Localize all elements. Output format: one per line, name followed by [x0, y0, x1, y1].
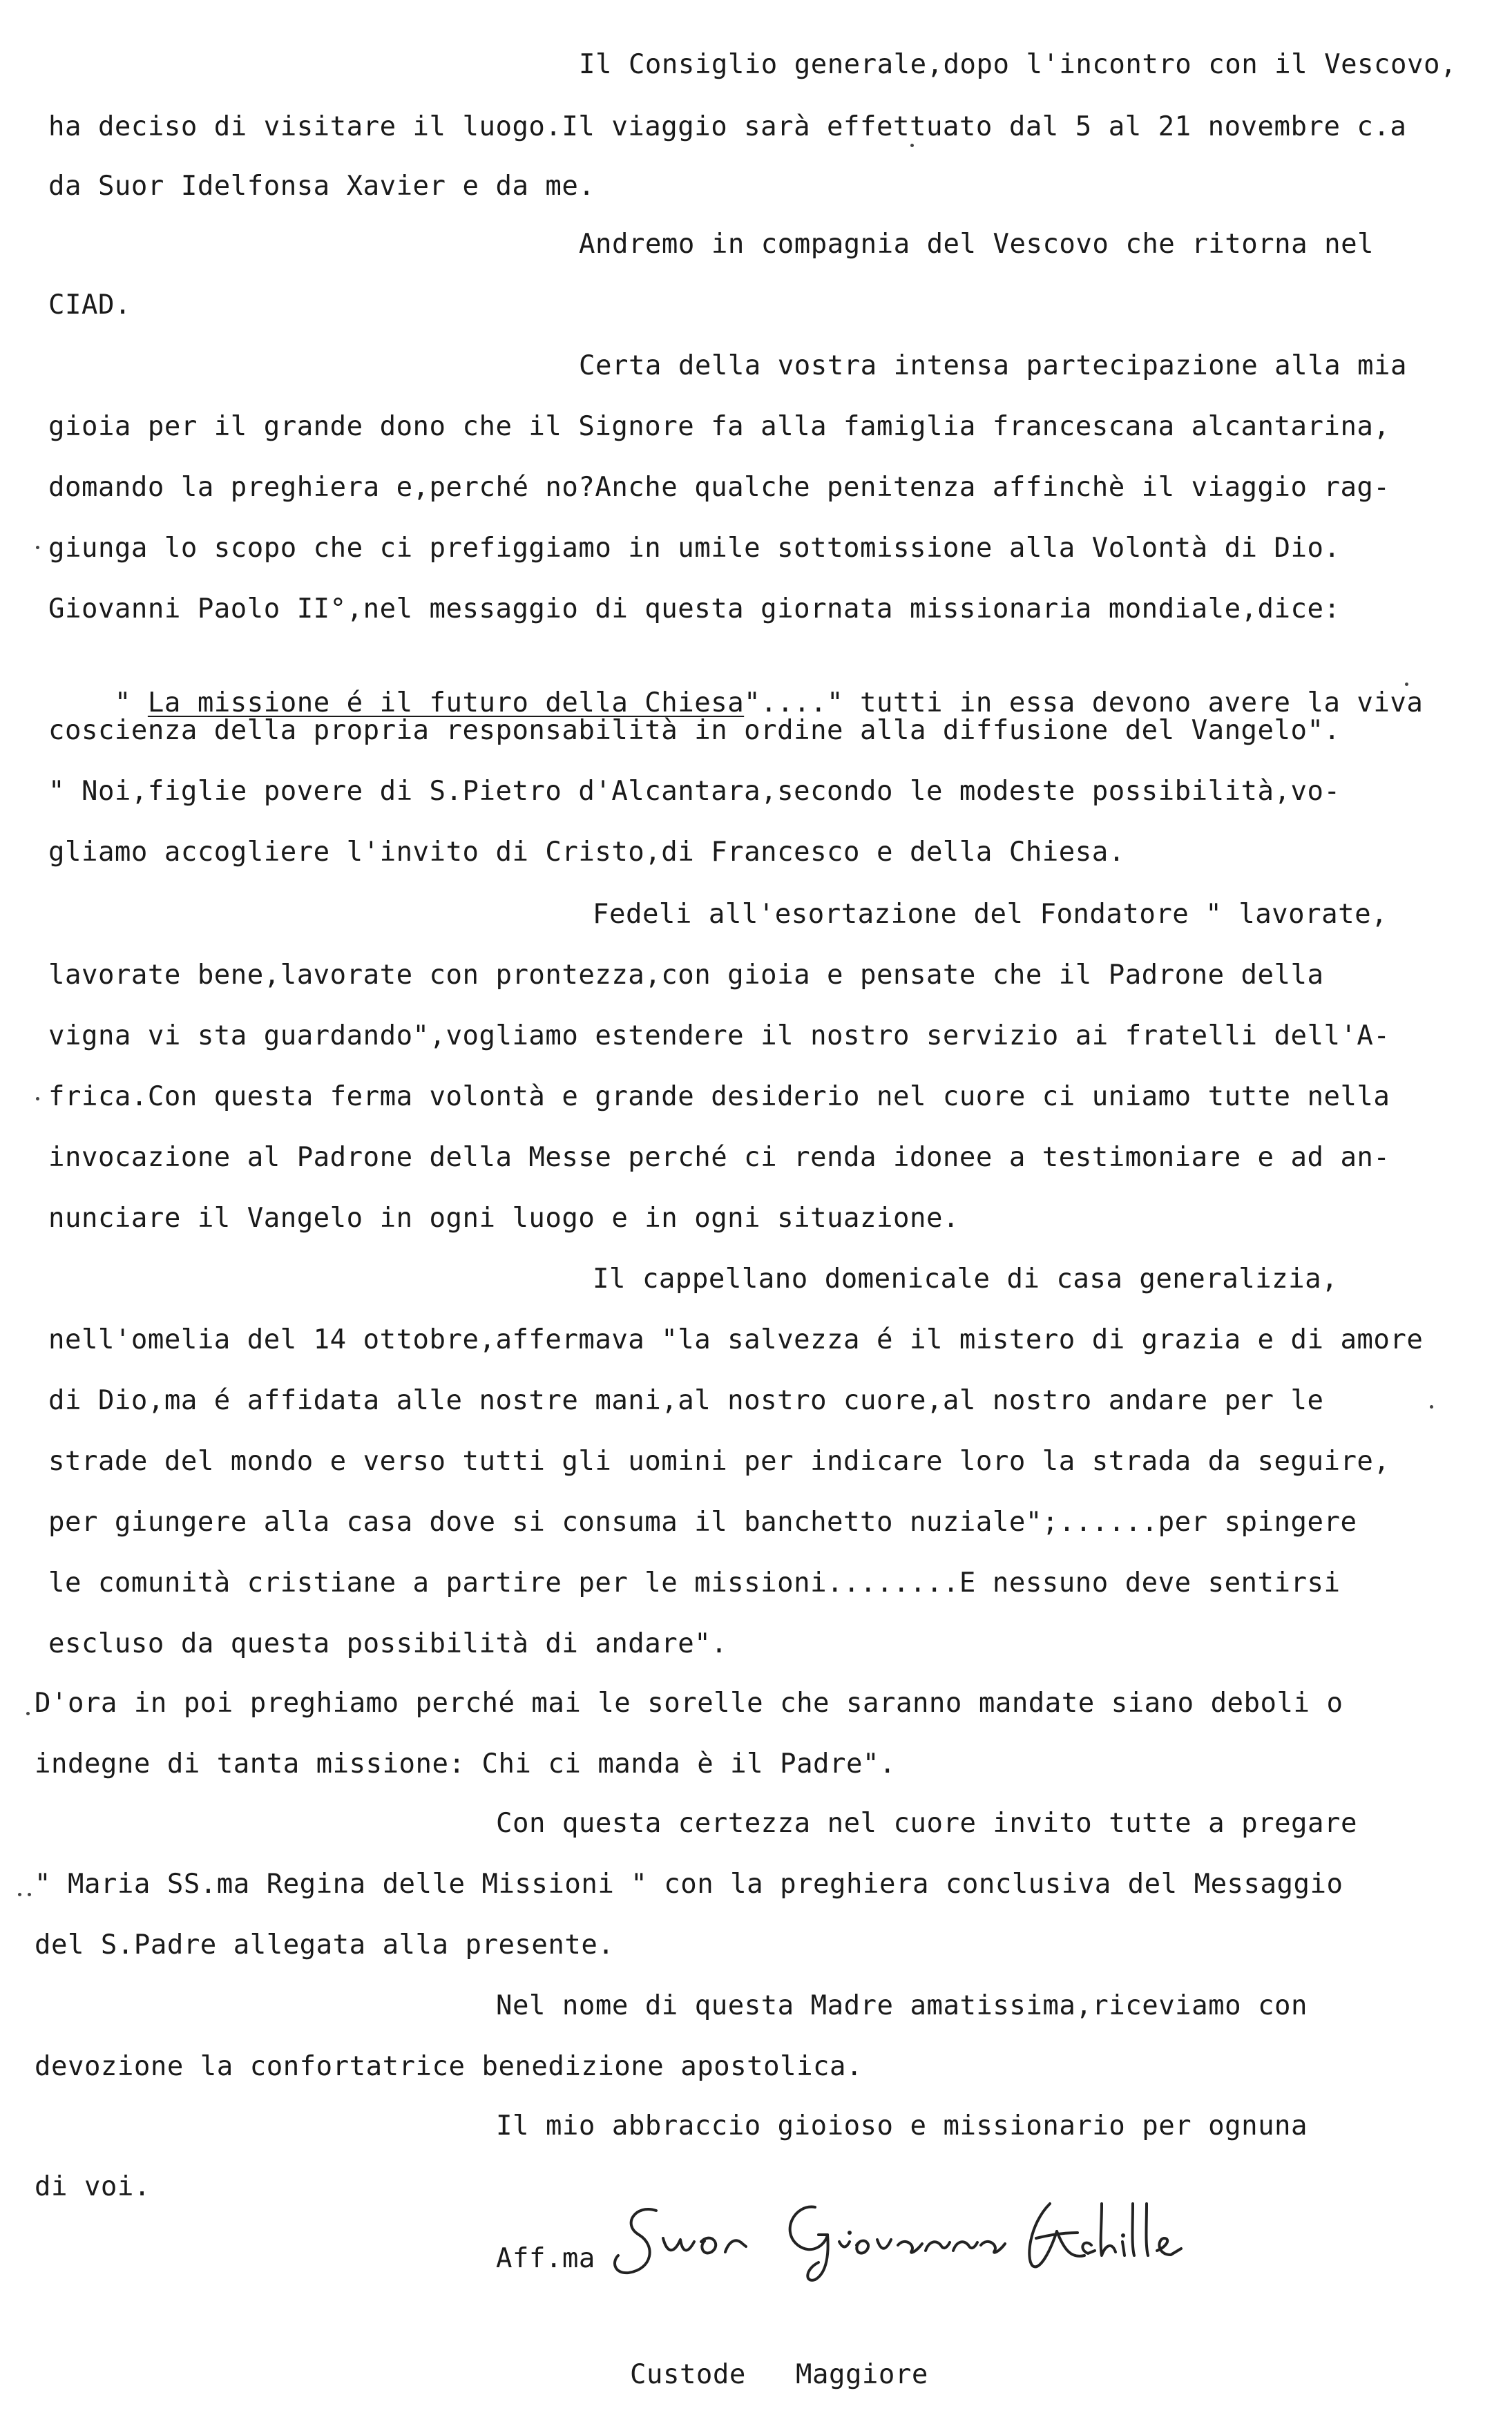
letter-line: da Suor Idelfonsa Xavier e da me. — [48, 171, 595, 202]
letter-line: CIAD. — [48, 289, 131, 321]
letter-line: di Dio,ma é affidata alle nostre mani,al nostro cuore,al nostro andare per le — [48, 1385, 1324, 1416]
closing-title-maggiore: Maggiore — [796, 2359, 928, 2390]
letter-line: invocazione al Padrone della Messe perché ci renda idonee a testimoniare e ad an- — [48, 1142, 1390, 1173]
letter-line: Il mio abbraccio gioioso e missionario per ognuna — [496, 2110, 1308, 2142]
letter-line: devozione la confortatrice benedizione apostolica. — [35, 2051, 863, 2082]
letter-line: domando la preghiera e,perché no?Anche qualche penitenza affinchè il viaggio rag- — [48, 472, 1390, 503]
letter-line: coscienza della propria responsabilità in ordine alla diffusione del Vangelo". — [48, 715, 1341, 746]
letter-line: Andremo in compagnia del Vescovo che ritorna nel — [579, 229, 1375, 260]
letter-line: frica.Con questa ferma volontà e grande desiderio nel cuore ci uniamo tutte nella — [48, 1081, 1390, 1112]
letter-line: gioia per il grande dono che il Signore fa alla famiglia francescana alcantarina, — [48, 411, 1390, 442]
letter-line: strade del mondo e verso tutti gli uomini per indicare loro la strada da seguire, — [48, 1446, 1390, 1477]
letter-line: ha deciso di visitare il luogo.Il viaggio sarà effettuato dal 5 al 21 novembre c.a — [48, 111, 1407, 142]
underlined-quote: La missione é il futuro della Chiesa — [147, 687, 745, 718]
letter-line: del S.Padre allegata alla presente. — [35, 1929, 615, 1961]
scan-speck — [1430, 1405, 1433, 1409]
letter-line: D'ora in poi preghiamo perché mai le sorelle che saranno mandate siano deboli o — [35, 1688, 1343, 1719]
letter-line: Giovanni Paolo II°,nel messaggio di questa giornata missionaria mondiale,dice: — [48, 593, 1341, 624]
letter-line: gliamo accogliere l'invito di Cristo,di Francesco e della Chiesa. — [48, 837, 1125, 868]
letter-line: " Noi,figlie povere di S.Pietro d'Alcantara,secondo le modeste possibilità,vo- — [48, 776, 1341, 807]
closing-title-custode: Custode — [630, 2359, 746, 2390]
letter-line: " Maria SS.ma Regina delle Missioni " con la preghiera conclusiva del Messaggio — [35, 1869, 1343, 1900]
scan-speck — [910, 144, 914, 147]
scan-speck — [36, 546, 39, 549]
scan-speck — [36, 1097, 39, 1100]
letter-line: vigna vi sta guardando",vogliamo estendere il nostro servizio ai fratelli dell'A- — [48, 1020, 1390, 1051]
letter-line: Nel nome di questa Madre amatissima,riceviamo con — [496, 1990, 1308, 2021]
scan-speck — [1405, 683, 1408, 686]
handwritten-signature — [608, 2183, 1229, 2287]
scan-speck — [26, 1712, 30, 1715]
letter-line: di voi. — [35, 2171, 151, 2202]
letter-line: Il Consiglio generale,dopo l'incontro con il Vescovo, — [579, 49, 1457, 80]
letter-line: nunciare il Vangelo in ogni luogo e in ogni situazione. — [48, 1203, 959, 1234]
letter-line: escluso da questa possibilità di andare". — [48, 1628, 728, 1659]
letter-line: lavorate bene,lavorate con prontezza,con gioia e pensate che il Padrone della — [48, 960, 1324, 991]
quote-open: " — [114, 687, 148, 718]
letter-line: nell'omelia del 14 ottobre,affermava "la salvezza é il mistero di grazia e di amore — [48, 1324, 1424, 1355]
quote-rest: "...." tutti in essa devono avere la viva — [744, 687, 1424, 718]
letter-line: le comunità cristiane a partire per le missioni........E nessuno deve sentirsi — [48, 1567, 1341, 1599]
letter-line: Certa della vostra intensa partecipazione alla mia — [579, 350, 1407, 381]
letter-line: Il cappellano domenicale di casa generalizia, — [593, 1263, 1339, 1295]
letter-line: per giungere alla casa dove si consuma il banchetto nuziale";......per spingere — [48, 1507, 1357, 1538]
closing-salutation: Aff.ma — [496, 2243, 595, 2274]
scan-speck — [28, 1893, 31, 1896]
scan-speck — [18, 1893, 21, 1896]
letter-line: indegne di tanta missione: Chi ci manda è il Padre". — [35, 1748, 896, 1780]
letter-line: Fedeli all'esortazione del Fondatore " lavorate, — [593, 899, 1388, 930]
letter-line: Con questa certezza nel cuore invito tutte a pregare — [496, 1808, 1357, 1839]
letter-line: giunga lo scopo che ci prefiggiamo in umile sottomissione alla Volontà di Dio. — [48, 533, 1341, 564]
